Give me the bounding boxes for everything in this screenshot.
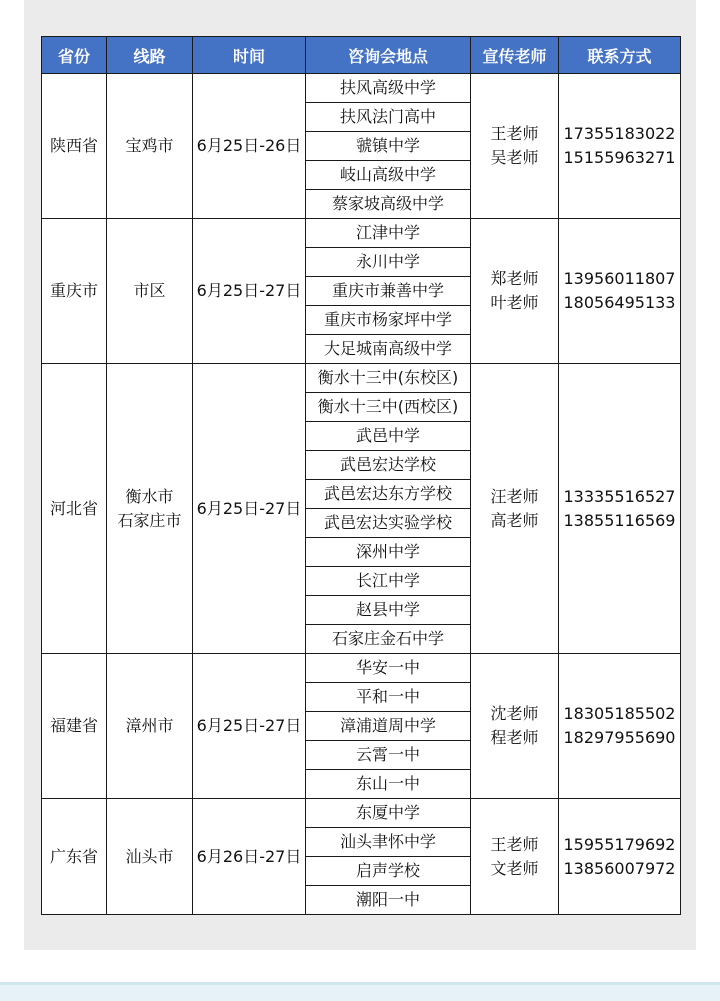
time-cell-text: 6月25日-26日	[196, 136, 302, 155]
time-cell	[193, 364, 306, 654]
province-cell	[42, 219, 107, 364]
venue-cell: 扶风高级中学	[306, 74, 471, 103]
teacher-cell	[471, 74, 559, 219]
teacher-cell-text: 高老师	[490, 510, 539, 530]
header-teacher: 宣传老师	[471, 37, 559, 74]
contact-cell-text: 13856007972	[563, 858, 676, 878]
venue-cell: 蔡家坡高级中学	[306, 190, 471, 219]
venue-cell: 长江中学	[306, 567, 471, 596]
route-cell-text: 石家庄市	[117, 510, 182, 530]
time-cell	[193, 654, 306, 799]
venue-cell: 云霄一中	[306, 741, 471, 770]
route-cell-text: 市区	[133, 281, 166, 300]
teacher-cell	[471, 364, 559, 654]
teacher-cell-text: 程老师	[490, 728, 539, 747]
venue-cell: 大足城南高级中学	[306, 335, 471, 364]
table-row	[42, 74, 681, 103]
venue-cell: 武邑宏达东方学校	[306, 480, 471, 509]
venue-cell: 武邑宏达实验学校	[306, 509, 471, 538]
route-cell-text: 汕头市	[125, 846, 174, 866]
contact-cell-text: 13855116569	[563, 510, 676, 530]
contact-cell	[559, 219, 681, 364]
teacher-cell-text: 文老师	[490, 858, 539, 878]
venue-cell: 漳浦道周中学	[306, 712, 471, 741]
teacher-cell-text: 吴老师	[490, 148, 539, 167]
teacher-cell-text: 郑老师	[490, 269, 539, 288]
province-cell-text: 重庆市	[49, 281, 98, 300]
route-cell	[107, 364, 193, 654]
contact-cell-text: 18305185502	[563, 704, 676, 723]
contact-cell-text: 15155963271	[563, 148, 676, 167]
contact-cell	[559, 364, 681, 654]
venue-cell: 平和一中	[306, 683, 471, 712]
venue-cell: 赵县中学	[306, 596, 471, 625]
contact-cell-text: 13335516527	[563, 486, 676, 506]
teacher-cell	[471, 219, 559, 364]
table-row	[42, 219, 681, 248]
province-cell	[42, 74, 107, 219]
teacher-cell	[471, 654, 559, 799]
contact-cell-text: 18056495133	[563, 293, 676, 312]
venue-cell: 深州中学	[306, 538, 471, 567]
venue-cell: 永川中学	[306, 248, 471, 277]
teacher-cell-text: 沈老师	[490, 704, 539, 723]
header-time: 时间	[193, 37, 306, 74]
venue-cell: 扶风法门高中	[306, 103, 471, 132]
header-route: 线路	[107, 37, 193, 74]
teacher-cell	[471, 799, 559, 915]
contact-cell-text: 17355183022	[563, 124, 676, 143]
route-cell-text: 漳州市	[125, 716, 174, 735]
venue-cell: 重庆市杨家坪中学	[306, 306, 471, 335]
teacher-cell-text: 汪老师	[490, 486, 539, 506]
venue-cell: 江津中学	[306, 219, 471, 248]
time-cell-text: 6月25日-27日	[196, 281, 302, 300]
venue-cell: 东山一中	[306, 770, 471, 799]
venue-cell: 华安一中	[306, 654, 471, 683]
route-cell-text: 宝鸡市	[125, 136, 174, 155]
venue-cell: 启声学校	[306, 857, 471, 886]
contact-cell	[559, 74, 681, 219]
province-cell-text: 河北省	[49, 498, 98, 518]
venue-cell: 岐山高级中学	[306, 161, 471, 190]
venue-cell: 潮阳一中	[306, 886, 471, 915]
contact-cell	[559, 799, 681, 915]
province-cell	[42, 654, 107, 799]
teacher-cell-text: 王老师	[490, 834, 539, 854]
time-cell-text: 6月25日-27日	[196, 716, 302, 735]
route-cell	[107, 654, 193, 799]
venue-cell: 汕头聿怀中学	[306, 828, 471, 857]
venue-cell: 衡水十三中(东校区)	[306, 364, 471, 393]
time-cell	[193, 799, 306, 915]
time-cell	[193, 219, 306, 364]
time-cell-text: 6月26日-27日	[196, 846, 302, 866]
contact-cell-text: 13956011807	[563, 269, 676, 288]
province-cell-text: 广东省	[49, 846, 98, 866]
province-cell-text: 陕西省	[49, 136, 98, 155]
venue-cell: 重庆市兼善中学	[306, 277, 471, 306]
province-cell	[42, 799, 107, 915]
route-cell	[107, 74, 193, 219]
route-cell	[107, 799, 193, 915]
venue-cell: 武邑宏达学校	[306, 451, 471, 480]
teacher-cell-text: 叶老师	[490, 293, 539, 312]
province-cell	[42, 364, 107, 654]
header-province: 省份	[42, 37, 107, 74]
header-row	[42, 37, 681, 74]
header-venue: 咨询会地点	[306, 37, 471, 74]
contact-cell	[559, 654, 681, 799]
bottom-band	[0, 982, 720, 1001]
venue-cell: 衡水十三中(西校区)	[306, 393, 471, 422]
table-row	[42, 799, 681, 828]
consultation-schedule-table	[41, 36, 681, 915]
venue-cell: 武邑中学	[306, 422, 471, 451]
venue-cell: 东厦中学	[306, 799, 471, 828]
teacher-cell-text: 王老师	[490, 124, 539, 143]
table-row	[42, 364, 681, 393]
contact-cell-text: 18297955690	[563, 728, 676, 747]
venue-cell: 石家庄金石中学	[306, 625, 471, 654]
province-cell-text: 福建省	[49, 716, 98, 735]
venue-cell: 虢镇中学	[306, 132, 471, 161]
header-contact: 联系方式	[559, 37, 681, 74]
table-body	[42, 74, 681, 915]
time-cell-text: 6月25日-27日	[196, 498, 302, 518]
route-cell	[107, 219, 193, 364]
route-cell-text: 衡水市	[125, 486, 174, 506]
table-row	[42, 654, 681, 683]
time-cell	[193, 74, 306, 219]
contact-cell-text: 15955179692	[563, 834, 676, 854]
